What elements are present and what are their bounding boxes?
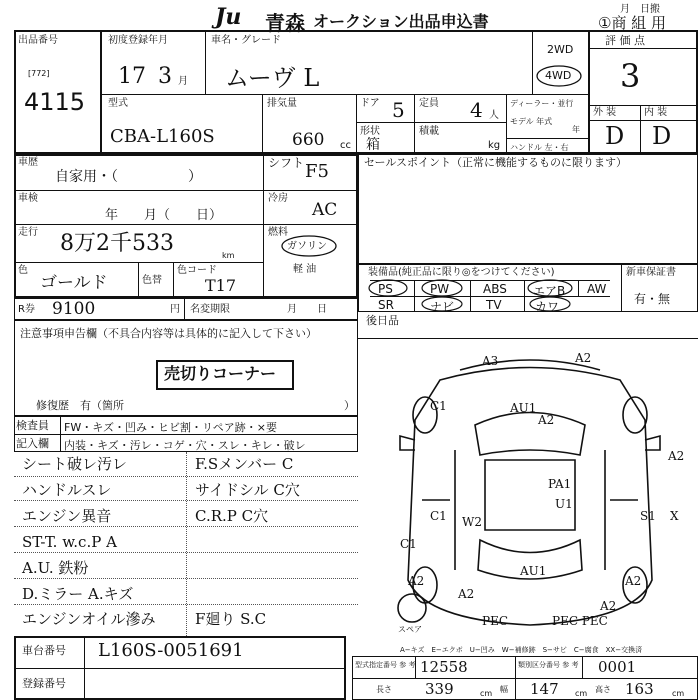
equip-leather: カワ	[535, 300, 560, 314]
name-change-label: 名変期限	[190, 304, 230, 315]
repair-label: 修復歴 有（箇所	[36, 399, 124, 412]
diag-mark-a2-rb: A2	[600, 599, 617, 613]
diag-mark-a2-rr: A2	[625, 574, 642, 588]
diag-mark-x: X	[670, 509, 679, 523]
car-name-label: 車名・グレード	[211, 35, 281, 46]
equip-airbag: エアB	[533, 284, 566, 298]
inspector-label: 検査員	[16, 419, 49, 432]
width-value: 147	[530, 680, 559, 698]
notes-label: 注意事項申告欄（不具合内容等は具体的に記入して下さい）	[20, 327, 317, 340]
shift-value: F5	[305, 161, 329, 182]
equip-pw: PW	[430, 282, 450, 296]
diag-mark-au1-hood: AU1	[510, 401, 537, 415]
repair-close: ）	[344, 399, 355, 412]
diag-mark-c1-lower: C1	[400, 537, 417, 551]
width-label: 幅	[500, 685, 508, 694]
name-change-fields: 月 日	[287, 304, 327, 315]
drive-4wd-circle	[535, 64, 583, 88]
fuel-gas-circle	[280, 234, 338, 258]
equip-tv: TV	[486, 298, 502, 312]
note-left-5: A.U. 鉄粉	[22, 559, 89, 577]
diag-mark-a2-top: A2	[575, 351, 592, 365]
handle-label: ハンドル 左・右	[510, 143, 569, 152]
drive-2wd: 2WD	[547, 43, 574, 56]
doors-label: ドア	[360, 98, 380, 109]
diag-mark-a2-l2: A2	[458, 587, 475, 601]
entry-label: 記入欄	[16, 437, 49, 450]
dealer-label: ディーラー・並行	[510, 99, 574, 108]
note-right-1: F.Sメンバー C	[195, 455, 294, 473]
lot-number: 4115	[24, 88, 86, 116]
exterior-value: D	[605, 122, 625, 150]
diag-mark-a2-hood: A2	[538, 413, 555, 427]
height-label: 高さ	[595, 685, 611, 694]
equip-navi: ナビ	[430, 300, 455, 314]
date-fragment: 月 日搬	[620, 4, 660, 15]
diag-mark-pa1: PA1	[548, 477, 572, 491]
displacement-value: 660	[292, 130, 325, 150]
reg-year-label: 初度登録年月	[108, 35, 168, 46]
capacity-value: 4	[470, 98, 483, 122]
load-label: 積載	[419, 126, 439, 137]
model-year-label: モデル 年式	[510, 117, 553, 126]
registration-label: 登録番号	[22, 677, 66, 690]
height-value: 163	[625, 680, 654, 698]
color-label: 色	[18, 265, 28, 276]
diag-mark-w2: W2	[462, 515, 482, 529]
mileage-label: 走行	[18, 227, 38, 238]
model-label: 型式	[108, 98, 128, 109]
ac-label: 冷房	[268, 193, 288, 204]
entry-items: 内装・キズ・汚レ・コゲ・穴・スレ・キレ・破レ	[64, 439, 306, 452]
eval-label: 評 価 点	[605, 34, 645, 47]
spare-label: スペア	[398, 625, 422, 634]
diag-mark-a3: A3	[482, 354, 499, 368]
model-value: CBA-L160S	[110, 126, 215, 147]
equip-aw: AW	[587, 282, 607, 296]
color-code-value: T17	[205, 276, 237, 295]
displacement-unit: cc	[340, 140, 351, 151]
doors-value: 5	[392, 98, 405, 122]
lot-label: 出品番号	[18, 35, 58, 46]
diag-mark-pec: PEC	[482, 614, 509, 628]
note-left-2: ハンドルスレ	[22, 481, 112, 499]
warranty-label: 新車保証書	[626, 267, 676, 278]
diag-mark-pec2: PEC PEC	[552, 614, 608, 628]
copy-label: ①商 組 用	[598, 14, 666, 32]
displacement-label: 排気量	[267, 98, 297, 109]
car-name-value: ムーヴ L	[225, 64, 320, 92]
class-label: 型式指定番号 参 考	[355, 661, 416, 669]
ac-value: AC	[312, 200, 338, 220]
diag-mark-s1: S1	[640, 509, 656, 523]
form-title: オークション出品申込書	[313, 12, 489, 31]
inspector-items: FW・キズ・凹み・ヒビ割・リペア跡・×要	[64, 421, 277, 434]
length-value: 339	[425, 680, 454, 698]
warranty-value: 有・無	[634, 292, 671, 306]
equip-ps: PS	[378, 282, 393, 296]
interior-value: D	[652, 122, 672, 150]
mileage-value: 8万2千533	[60, 231, 174, 256]
equipment-label: 装備品(純正品に限り◎をつけてください)	[368, 267, 555, 278]
fuel-label: 燃料	[268, 227, 288, 238]
note-left-3: エンジン異音	[22, 507, 112, 525]
diag-mark-c1-fl: C1	[430, 399, 447, 413]
note-left-1: シート破レ汚レ	[22, 455, 128, 473]
width-unit: cm	[575, 689, 588, 698]
recycle-value: 9100	[52, 299, 96, 319]
inspection-label: 車検	[18, 193, 38, 204]
note-left-6: D.ミラー A.キズ	[22, 585, 134, 603]
diag-mark-u1: U1	[555, 497, 573, 511]
reg-year-value: 17	[118, 64, 146, 89]
category-label: 類別区分番号 参 考	[518, 661, 579, 669]
length-label: 長さ	[376, 685, 392, 694]
class-value: 12558	[420, 658, 468, 676]
note-right-7: F廻り S.C	[195, 610, 267, 628]
drive-4wd: 4WD	[545, 69, 572, 82]
equip-sr: SR	[378, 298, 394, 312]
damage-legend: A−キズ E−エクボ U−凹み W−補修跡 S−サビ C−腐食 XX−交換済	[400, 646, 643, 654]
mileage-unit: km	[222, 251, 235, 260]
history-label: 車歴	[18, 157, 38, 168]
length-unit: cm	[480, 689, 493, 698]
rear-seat-label: 後日品	[366, 314, 399, 327]
notes-divider	[186, 452, 187, 638]
history-value: 自家用・（ ）	[55, 169, 202, 185]
diag-mark-au1-rear: AU1	[520, 564, 547, 578]
shape-label: 形状	[360, 126, 380, 137]
reg-month-unit: 月	[178, 76, 188, 87]
ju-logo: Ju	[215, 4, 242, 30]
exterior-label: 外 装	[593, 107, 617, 118]
equip-abs: ABS	[483, 282, 507, 296]
model-year-unit: 年	[572, 125, 580, 134]
note-right-2: サイドシル C穴	[195, 481, 300, 499]
chassis-label: 車台番号	[22, 644, 66, 657]
eval-value: 3	[620, 57, 641, 95]
recycle-unit: 円	[170, 304, 180, 315]
category-value: 0001	[598, 658, 637, 676]
car-diagram	[370, 340, 690, 640]
capacity-label: 定員	[419, 98, 439, 109]
diag-mark-a2-right: A2	[668, 449, 685, 463]
color-code-label: 色コード	[177, 265, 217, 276]
interior-label: 内 装	[644, 107, 668, 118]
capacity-unit: 人	[489, 110, 499, 121]
shift-label: シフト	[268, 156, 305, 170]
fuel-light-oil: 軽 油	[293, 264, 317, 275]
lot-small: [772]	[28, 69, 50, 78]
note-left-7: エンジンオイル滲み	[22, 610, 156, 628]
sales-block	[358, 154, 698, 264]
reg-month-value: 3	[158, 64, 172, 89]
notes-stamp-text: 売切りコーナー	[164, 364, 277, 383]
diag-mark-a2-l1: A2	[408, 574, 425, 588]
sales-label: セールスポイント（正常に機能するものに限ります）	[364, 156, 628, 169]
note-right-3: C.R.P C穴	[195, 507, 269, 525]
fuel-gas: ガソリン	[287, 241, 327, 252]
org-name: 青森	[265, 11, 305, 35]
height-unit: cm	[672, 689, 685, 698]
note-left-4: ST-T. w.c.P A	[22, 533, 117, 551]
chassis-value: L160S-0051691	[98, 640, 244, 661]
equip-circles	[366, 278, 606, 312]
color-value: ゴールド	[40, 273, 108, 293]
diag-mark-c1-side: C1	[430, 509, 447, 523]
shape-value: 箱	[366, 137, 380, 153]
inspection-fields: 年 月（ 日）	[105, 208, 223, 223]
color-replace-label: 色替	[142, 275, 162, 286]
load-unit: kg	[488, 140, 501, 151]
recycle-label: R券	[18, 304, 35, 315]
